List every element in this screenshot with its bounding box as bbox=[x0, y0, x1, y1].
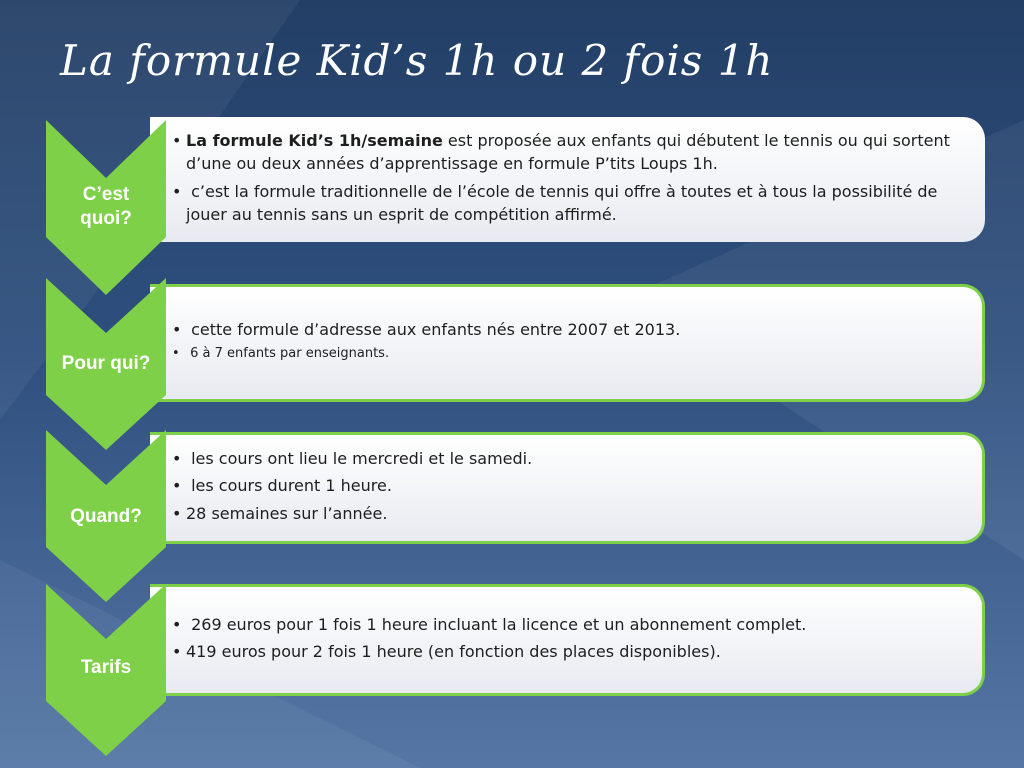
highlighted-term: La formule Kid’s 1h/semaine bbox=[186, 131, 443, 151]
content-panel bbox=[150, 117, 985, 242]
item-text: 28 semaines sur l’année. bbox=[186, 503, 388, 523]
list-item bbox=[172, 345, 964, 364]
bullet-list bbox=[172, 447, 964, 529]
item-text: les cours durent 1 heure. bbox=[186, 476, 392, 496]
label-line: Pour qui? bbox=[61, 353, 151, 374]
item-text: 269 euros pour 1 fois 1 heure incluant la licence et un abonnement complet. bbox=[186, 614, 807, 634]
list-item bbox=[172, 474, 964, 497]
section-label-chevron bbox=[46, 430, 166, 602]
section-pour-qui bbox=[0, 278, 1024, 453]
label-line: quoi? bbox=[80, 207, 132, 229]
bullet-icon: • bbox=[172, 346, 180, 362]
list-item bbox=[172, 613, 964, 636]
item-text: c’est la formule traditionnelle de l’école de tennis qui offre à toutes et à tous la possibilité de jouer au tennis sans un esprit de compétition affirmé. bbox=[186, 181, 938, 224]
list-item bbox=[172, 180, 967, 226]
section-label-chevron bbox=[46, 120, 166, 295]
bullet-icon: • bbox=[172, 503, 182, 523]
list-item bbox=[172, 640, 964, 663]
content-panel bbox=[150, 432, 985, 544]
bullet-icon: • bbox=[172, 642, 182, 661]
item-text: cette formule d’adresse aux enfants nés entre 2007 et 2013. bbox=[186, 319, 681, 339]
label-line: C’est bbox=[82, 184, 130, 205]
section-label bbox=[46, 505, 166, 529]
list-item bbox=[172, 447, 964, 470]
list-item bbox=[172, 318, 964, 341]
label-line: Tarifs bbox=[80, 657, 132, 678]
section-label-chevron bbox=[46, 584, 166, 756]
bullet-icon: • bbox=[172, 181, 182, 201]
bullet-list bbox=[172, 613, 964, 667]
item-text: 6 à 7 enfants par enseignants. bbox=[186, 346, 390, 362]
bullet-icon: • bbox=[172, 319, 182, 339]
section-label-chevron bbox=[46, 278, 166, 450]
bullet-icon: • bbox=[172, 449, 182, 469]
label-line: Quand? bbox=[70, 506, 142, 527]
list-item bbox=[172, 129, 967, 175]
section-cest-quoi bbox=[0, 115, 1024, 295]
bullet-icon: • bbox=[172, 476, 182, 496]
content-panel bbox=[150, 584, 985, 696]
bullet-icon: • bbox=[172, 131, 182, 151]
content-panel bbox=[150, 284, 985, 402]
section-tarifs bbox=[0, 584, 1024, 760]
bullet-list bbox=[172, 129, 967, 230]
item-text: les cours ont lieu le mercredi et le samedi. bbox=[186, 449, 533, 469]
item-text: est proposée aux enfants qui débutent le tennis ou qui sortent d’une ou deux années d’apprentissage en formule P’tits Loups 1h. bbox=[186, 131, 950, 174]
list-item bbox=[172, 502, 964, 525]
section-label bbox=[46, 183, 166, 231]
section-label bbox=[46, 656, 166, 680]
item-text: 419 euros pour 2 fois 1 heure (en fonction des places disponibles). bbox=[186, 642, 721, 661]
section-quand bbox=[0, 430, 1024, 605]
bullet-list bbox=[172, 318, 964, 368]
section-label bbox=[46, 352, 166, 376]
bullet-icon: • bbox=[172, 614, 182, 634]
page-title: La formule Kid’s 1h ou 2 fois 1h bbox=[60, 36, 774, 85]
